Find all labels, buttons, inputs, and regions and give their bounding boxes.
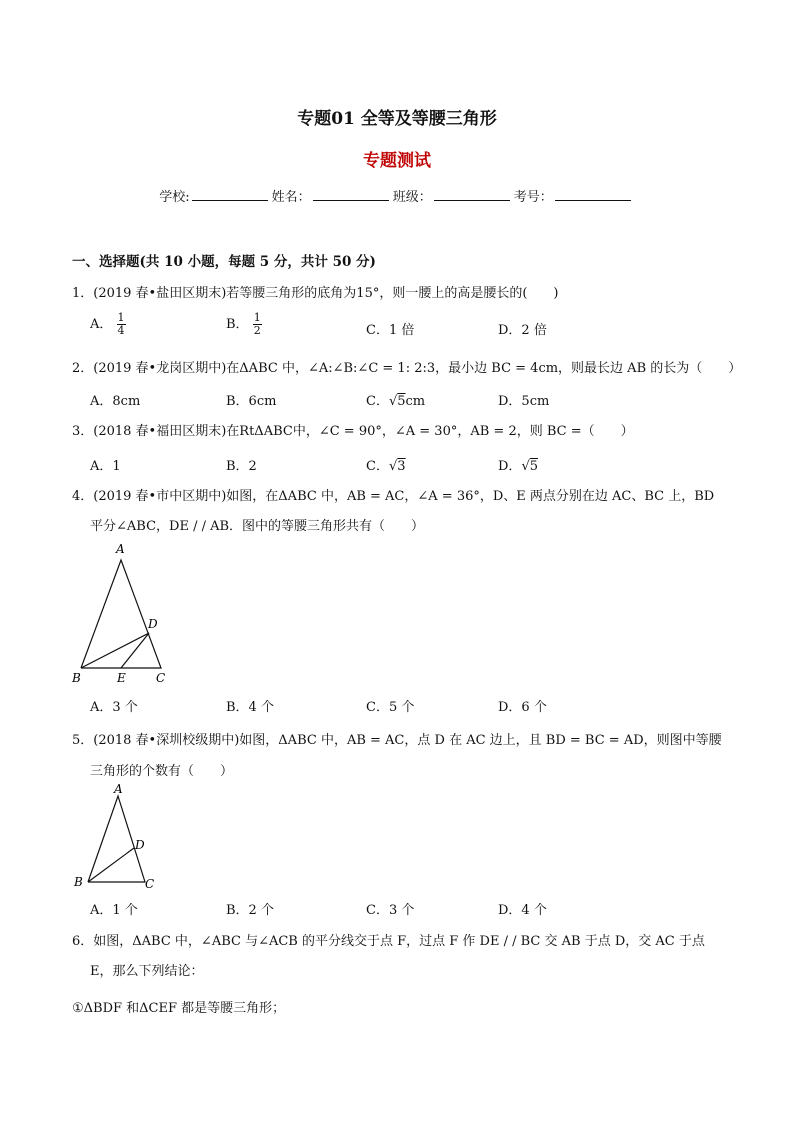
q6-stem-line2: E，那么下列结论： (90, 964, 204, 979)
school-label: 学校: (159, 190, 190, 205)
class-blank[interactable] (434, 188, 510, 201)
option-label: B． (226, 317, 249, 332)
q5-stem-line1: 5．(2018 春•深圳校级期中)如图，ΔABC 中，AB = AC，点 D 在 AC 边上，且 BD = BC = AD，则图中等腰 (72, 733, 722, 748)
radicand: 3 (397, 459, 406, 474)
class-label: 班级： (392, 190, 432, 205)
q1-option-b[interactable] (226, 312, 262, 337)
q3-option-a[interactable]: A．1 (90, 459, 121, 474)
radicand: 5 (529, 459, 539, 474)
q2-option-b[interactable]: B．6cm (226, 394, 277, 409)
name-label: 姓名： (271, 190, 311, 205)
q6-stem-line1: 6．如图，ΔABC 中，∠ABC 与∠ACB 的平分线交于点 F，过点 F 作 DE / / BC 交 AB 于点 D，交 AC 于点 (72, 934, 705, 949)
number-blank[interactable] (555, 188, 631, 201)
page-title: 专题01 全等及等腰三角形 (297, 109, 497, 129)
school-blank[interactable] (192, 188, 268, 201)
q4-option-a[interactable]: A．3 个 (90, 700, 138, 715)
segment-bd (88, 848, 134, 882)
q6-conclusion-1: ①ΔBDF 和ΔCEF 都是等腰三角形； (72, 1001, 286, 1016)
q1-option-d[interactable]: D．2 倍 (498, 323, 547, 338)
label-e: E (117, 671, 126, 685)
q4-stem-line1: 4．(2019 春•市中区期中)如图，在ΔABC 中，AB = AC，∠A = 36°，D、E 两点分别在边 AC、BC 上，BD (72, 489, 715, 504)
label-a: A (116, 542, 125, 556)
q3-option-c[interactable]: C．√3 (366, 459, 406, 474)
q3-option-d[interactable]: D．√5 (498, 459, 539, 474)
option-label: D． (498, 459, 522, 474)
q4-option-b[interactable]: B．4 个 (226, 700, 274, 715)
q5-triangle-figure (70, 782, 160, 892)
label-a: A (114, 782, 123, 796)
q5-option-a[interactable]: A．1 个 (90, 903, 138, 918)
denominator: 4 (117, 324, 125, 337)
label-c: C (145, 877, 155, 891)
page-subtitle: 专题测试 (363, 151, 431, 171)
number-label: 考号： (513, 190, 553, 205)
q3-option-b[interactable]: B．2 (226, 459, 257, 474)
q5-option-b[interactable]: B．2 个 (226, 903, 274, 918)
q4-option-d[interactable]: D．6 个 (498, 700, 547, 715)
segment-bd (81, 633, 149, 668)
q2-option-a[interactable]: A．8cm (90, 394, 141, 409)
numerator: 1 (117, 311, 125, 324)
name-blank[interactable] (313, 188, 389, 201)
q5-option-c[interactable]: C．3 个 (366, 903, 415, 918)
label-d: D (135, 838, 145, 852)
numerator: 1 (253, 311, 261, 324)
radicand: 5 (397, 394, 406, 409)
q4-stem-line2: 平分∠ABC，DE / / AB．图中的等腰三角形共有（ ） (90, 519, 425, 534)
q2-stem: 2．(2019 春•龙岗区期中)在ΔABC 中，∠A:∠B:∠C = 1: 2:3，最小边 BC = 4cm，则最长边 AB 的长为（ ） (72, 361, 742, 376)
fraction (253, 312, 262, 337)
q1-option-a[interactable] (90, 312, 126, 337)
q4-triangle-figure (66, 540, 176, 685)
option-label: A． (90, 317, 113, 332)
q5-stem-line2: 三角形的个数有（ ） (90, 764, 234, 779)
label-b: B (74, 875, 83, 889)
label-b: B (72, 671, 81, 685)
q1-option-c[interactable]: C．1 倍 (366, 323, 415, 338)
option-label: C． (366, 394, 389, 409)
q2-option-c[interactable]: C．√5cm (366, 394, 426, 409)
label-c: C (156, 671, 166, 685)
q3-stem: 3．(2018 春•福田区期末)在RtΔABC中，∠C = 90°，∠A = 30°，AB = 2，则 BC =（ ） (72, 424, 634, 439)
q4-option-c[interactable]: C．5 个 (366, 700, 415, 715)
unit: cm (405, 394, 426, 409)
q2-option-d[interactable]: D．5cm (498, 394, 550, 409)
q5-option-d[interactable]: D．4 个 (498, 903, 547, 918)
denominator: 2 (253, 324, 261, 337)
segment-de (121, 633, 149, 668)
triangle-abc (81, 560, 161, 668)
option-label: C． (366, 459, 389, 474)
q1-stem: 1．(2019 春•盐田区期末)若等腰三角形的底角为15°，则一腰上的高是腰长的( ) (72, 286, 559, 301)
student-info-line (0, 186, 794, 205)
section-heading: 一、选择题(共 10 小题，每题 5 分，共计 50 分) (72, 254, 376, 270)
fraction (117, 312, 126, 337)
label-d: D (148, 617, 158, 631)
